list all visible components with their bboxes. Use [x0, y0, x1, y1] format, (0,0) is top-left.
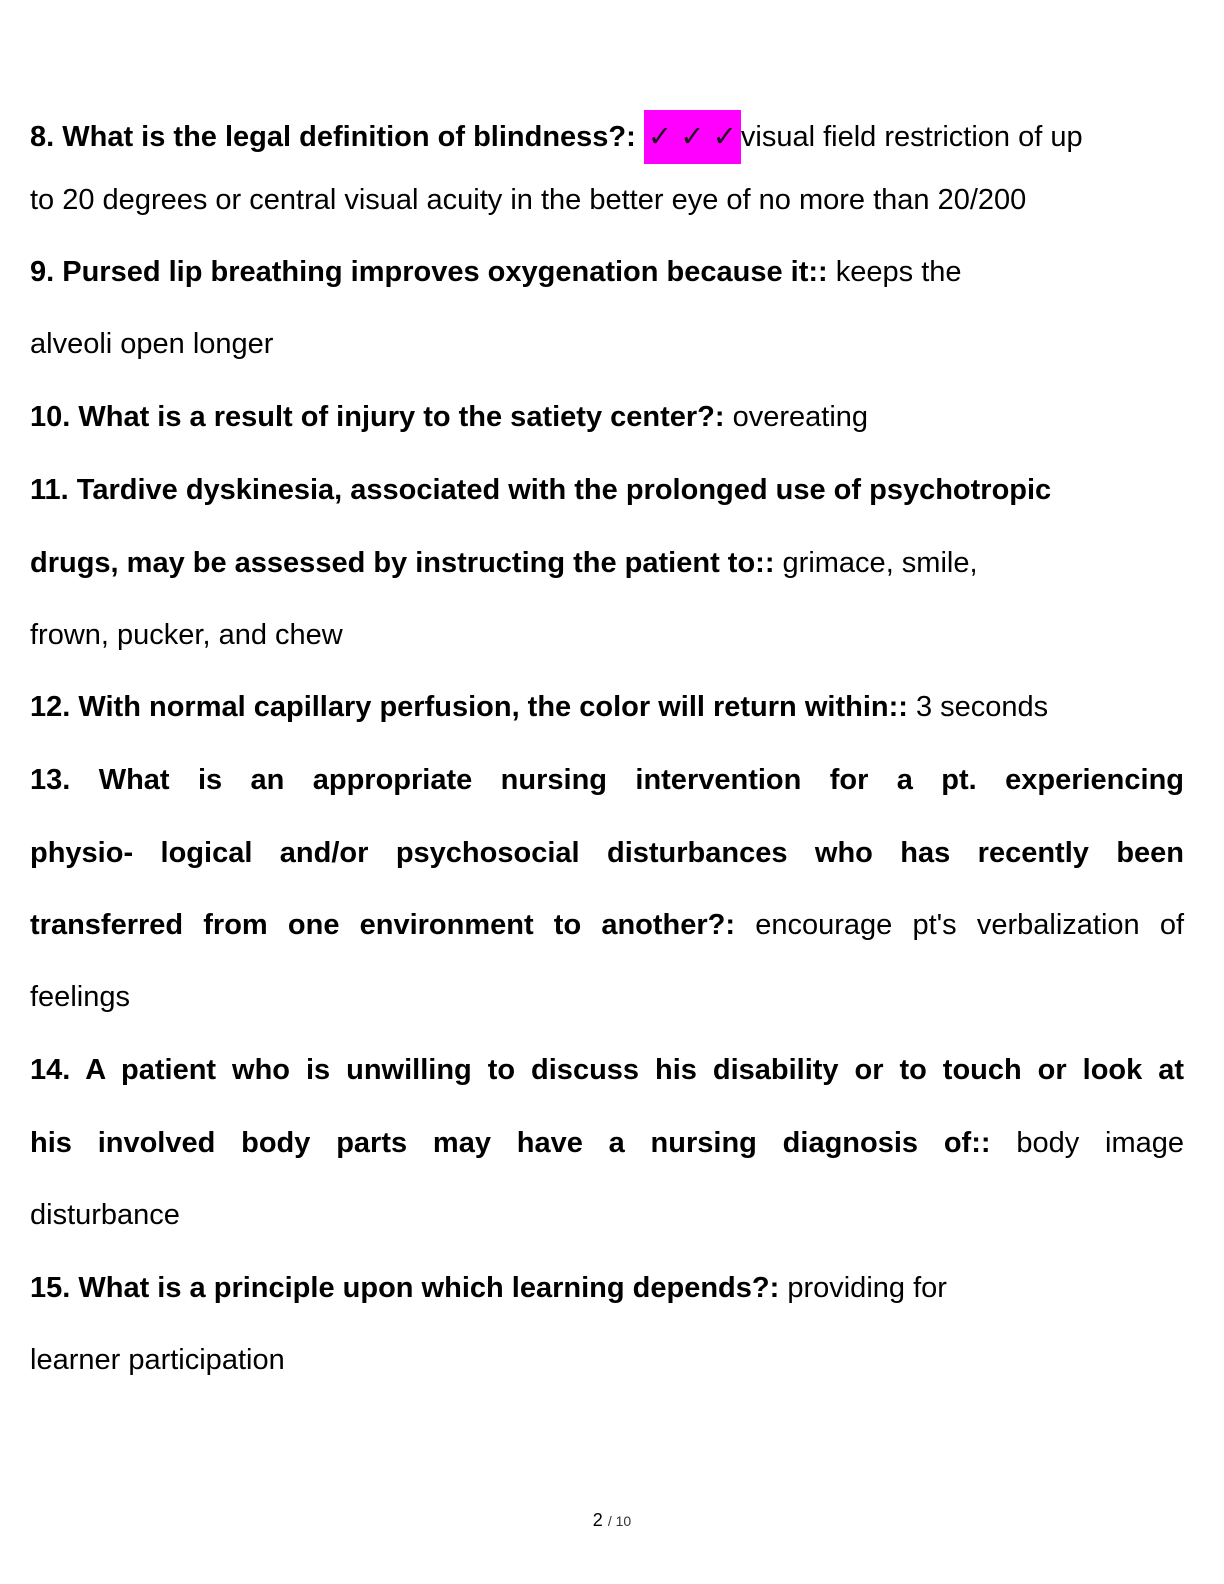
answer-13-part-2: feelings — [30, 981, 130, 1013]
answer-9-part-1: keeps the — [835, 256, 962, 288]
answer-8-line-2 — [30, 182, 1026, 218]
question-13-line-2 — [30, 835, 1184, 871]
answer-13-part-1: encourage pt's verbalization of — [755, 909, 1185, 941]
answer-15-line-2 — [30, 1342, 285, 1378]
answer-12: 3 seconds — [915, 691, 1049, 723]
page-current: 2 — [592, 1510, 603, 1530]
answer-9-part-2: alveoli open longer — [30, 328, 274, 360]
question-14-line-1 — [30, 1052, 1184, 1088]
answer-14-part-2: disturbance — [30, 1199, 180, 1231]
answer-8-part-2: to 20 degrees or central visual acuity in the better eye of no more than 20/200 — [30, 184, 1027, 216]
answer-11-line-3 — [30, 617, 343, 653]
answer-13-line-4 — [30, 979, 130, 1015]
question-13-part-1: 13. What is an appropriate nursing intervention for a pt. experiencing — [30, 764, 1184, 796]
question-8: 8. What is the legal definition of blindness?: — [30, 121, 636, 153]
question-11-line-1 — [30, 472, 1051, 508]
question-9-line-1 — [30, 254, 962, 290]
page-number — [0, 1510, 1224, 1531]
question-12: 12. With normal capillary perfusion, the color will return within:: — [30, 691, 908, 723]
question-13-part-3: transferred from one environment to another?: — [30, 909, 736, 941]
question-14-line-2 — [30, 1125, 1184, 1161]
answer-14-part-1: body image — [1016, 1127, 1184, 1159]
question-10-line — [30, 399, 868, 435]
question-14-part-2: his involved body parts may have a nursing diagnosis of:: — [30, 1127, 991, 1159]
answer-11-part-1: grimace, smile, — [782, 547, 978, 579]
page-total: / 10 — [607, 1513, 632, 1529]
question-9: 9. Pursed lip breathing improves oxygenation because it:: — [30, 256, 828, 288]
question-11-part-1: 11. Tardive dyskinesia, associated with the prolonged use of psychotropic — [30, 474, 1052, 506]
answer-15-part-1: providing for — [787, 1272, 947, 1304]
question-8-line-1 — [30, 110, 1083, 164]
highlight-checkmarks: ✓ ✓ ✓ — [644, 110, 741, 164]
question-15-line-1 — [30, 1270, 947, 1306]
question-11-part-2: drugs, may be assessed by instructing the patient to:: — [30, 547, 775, 579]
answer-10: overeating — [732, 401, 869, 433]
question-11-line-2 — [30, 545, 978, 581]
question-13-line-3 — [30, 907, 1184, 943]
answer-9-line-2 — [30, 326, 273, 362]
answer-14-line-3 — [30, 1197, 180, 1233]
question-15: 15. What is a principle upon which learning depends?: — [30, 1272, 780, 1304]
question-10: 10. What is a result of injury to the satiety center?: — [30, 401, 725, 433]
question-13-line-1 — [30, 762, 1184, 798]
answer-8-part-1: visual field restriction of up — [740, 121, 1083, 153]
answer-11-part-2: frown, pucker, and chew — [30, 619, 343, 651]
question-14-part-1: 14. A patient who is unwilling to discuss his disability or to touch or look at — [30, 1054, 1184, 1086]
question-12-line — [30, 689, 1048, 725]
question-13-part-2: physio- logical and/or psychosocial disturbances who has recently been — [30, 837, 1184, 869]
answer-15-part-2: learner participation — [30, 1344, 285, 1376]
